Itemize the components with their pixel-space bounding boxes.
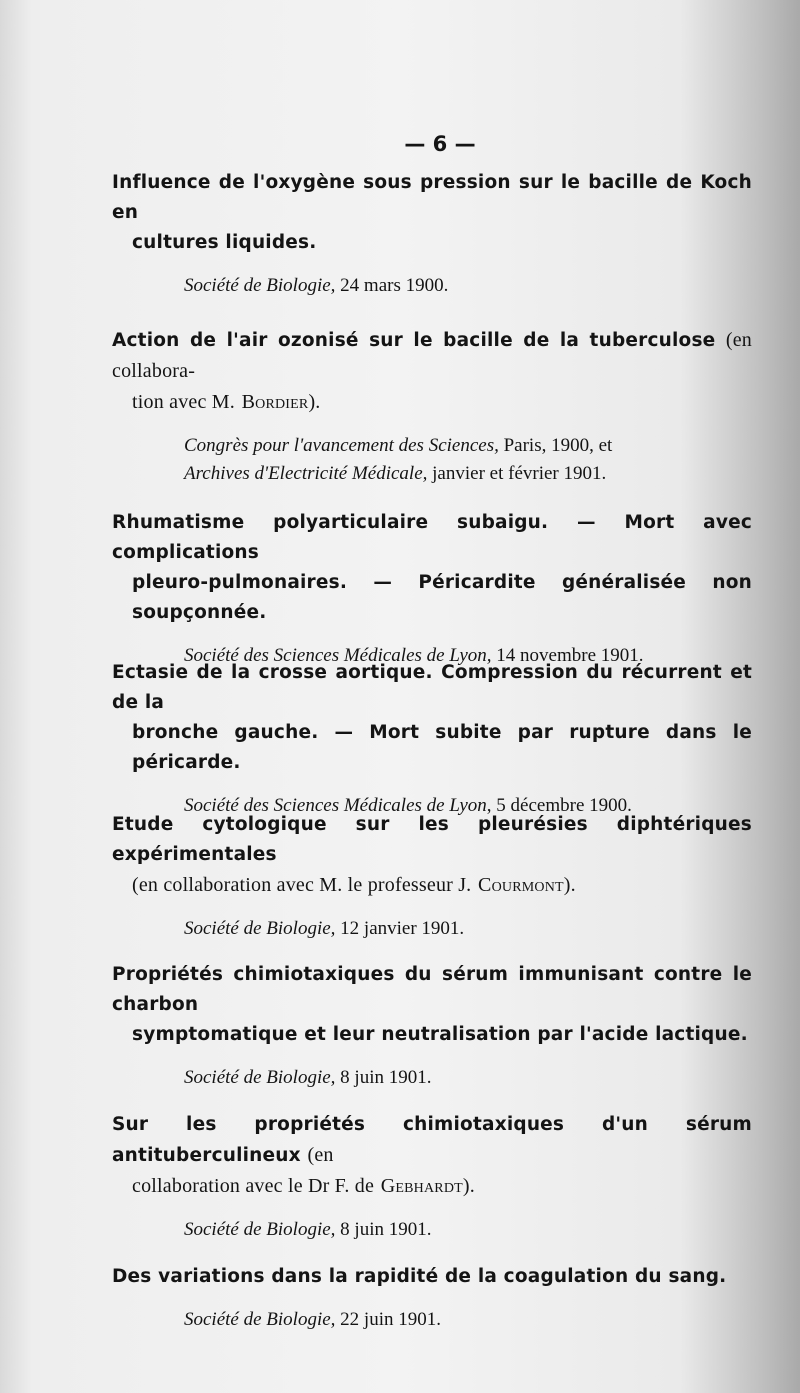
reference-date: 24 mars 1900. [340, 275, 449, 296]
title-bold-text: Action de l'air ozonisé sur le bacille de la tuberculose [112, 330, 716, 351]
title-bold-text: Sur les propriétés chimiotaxiques d'un sérum antituberculineux [112, 1114, 752, 1166]
title-line: bronche gauche. — Mort subite par rupture dans le péricarde. [132, 722, 752, 773]
publication-entry [112, 1262, 752, 1334]
title-plain-text: (en collabora- [112, 329, 752, 382]
title-line: cultures liquides. [132, 232, 317, 253]
title-line: Influence de l'oxygène sous pression sur le bacille de Koch en [112, 172, 752, 223]
title-plain-text: (en [307, 1144, 334, 1166]
publication-entry [112, 508, 752, 670]
title-line [112, 1171, 752, 1202]
reference-date: 12 janvier 1901. [340, 918, 465, 939]
reference-date: Paris, 1900, et [503, 435, 613, 456]
reference-date: 8 juin 1901. [340, 1067, 432, 1088]
collaborator-name: Courmont). [478, 874, 576, 896]
journal-name: Société de Biologie, [184, 275, 336, 296]
entry-reference [112, 1306, 752, 1334]
reference-line [184, 432, 752, 460]
journal-name: Société des Sciences Médicales de Lyon, [184, 645, 492, 666]
title-line: Des variations dans la rapidité de la coagulation du sang. [112, 1266, 727, 1287]
entry-reference [112, 915, 752, 943]
publication-entry [112, 810, 752, 943]
entry-title [112, 1262, 752, 1292]
publication-entry [112, 168, 752, 300]
journal-name: Société des Sciences Médicales de Lyon [184, 795, 487, 816]
title-line: Ectasie de la crosse aortique. Compression du récurrent et de la [112, 662, 752, 713]
entry-title [112, 810, 752, 901]
title-line [112, 870, 752, 901]
entry-title [112, 168, 752, 258]
publication-entry [112, 658, 752, 820]
entry-reference [112, 1216, 752, 1244]
title-line: pleuro-pulmonaires. — Péricardite généralisée non soupçonnée. [132, 572, 752, 623]
title-line: symptomatique et leur neutralisation par l'acide lactique. [132, 1024, 748, 1045]
reference-date: , 5 décembre 1900. [486, 795, 632, 816]
entry-reference [112, 432, 752, 488]
entry-title [112, 508, 752, 628]
reference-date: 8 juin 1901. [340, 1219, 432, 1240]
entry-title [112, 1110, 752, 1202]
title-line: Rhumatisme polyarticulaire subaigu. — Mort avec complications [112, 512, 752, 563]
title-line: Propriétés chimiotaxiques du sérum immunisant contre le charbon [112, 964, 752, 1015]
journal-name: Société de Biologie, [184, 1309, 336, 1330]
reference-date: janvier et février 1901. [432, 463, 607, 484]
reference-line [184, 460, 752, 488]
publication-entry [112, 325, 752, 488]
title-line [112, 387, 752, 418]
journal-name: Société de Biologie, [184, 1219, 336, 1240]
journal-name: Société de Biologie, [184, 918, 336, 939]
publication-entry [112, 960, 752, 1092]
entry-title [112, 658, 752, 778]
journal-name: Société de Biologie, [184, 1067, 336, 1088]
entry-title [112, 325, 752, 418]
reference-date: 14 novembre 1901. [496, 645, 644, 666]
journal-name: Congrès pour l'avancement des Sciences, [184, 435, 499, 456]
collaborator-name: Gebhardt). [380, 1175, 475, 1197]
title-plain-text: (en collaboration avec M. le professeur J. [132, 874, 472, 896]
collaborator-name: Bordier). [241, 391, 321, 413]
title-plain-text: collaboration avec le Dr F. de [132, 1175, 375, 1197]
entry-reference [112, 1064, 752, 1092]
page-number: — 6 — [404, 132, 476, 156]
title-plain-text: tion avec M. [132, 391, 235, 413]
entry-title [112, 960, 752, 1050]
entry-reference [112, 272, 752, 300]
title-line: Etude cytologique sur les pleurésies diphtériques expérimentales [112, 814, 752, 865]
journal-name: Archives d'Electricité Médicale, [184, 463, 428, 484]
publication-entry [112, 1110, 752, 1244]
reference-date: 22 juin 1901. [340, 1309, 441, 1330]
